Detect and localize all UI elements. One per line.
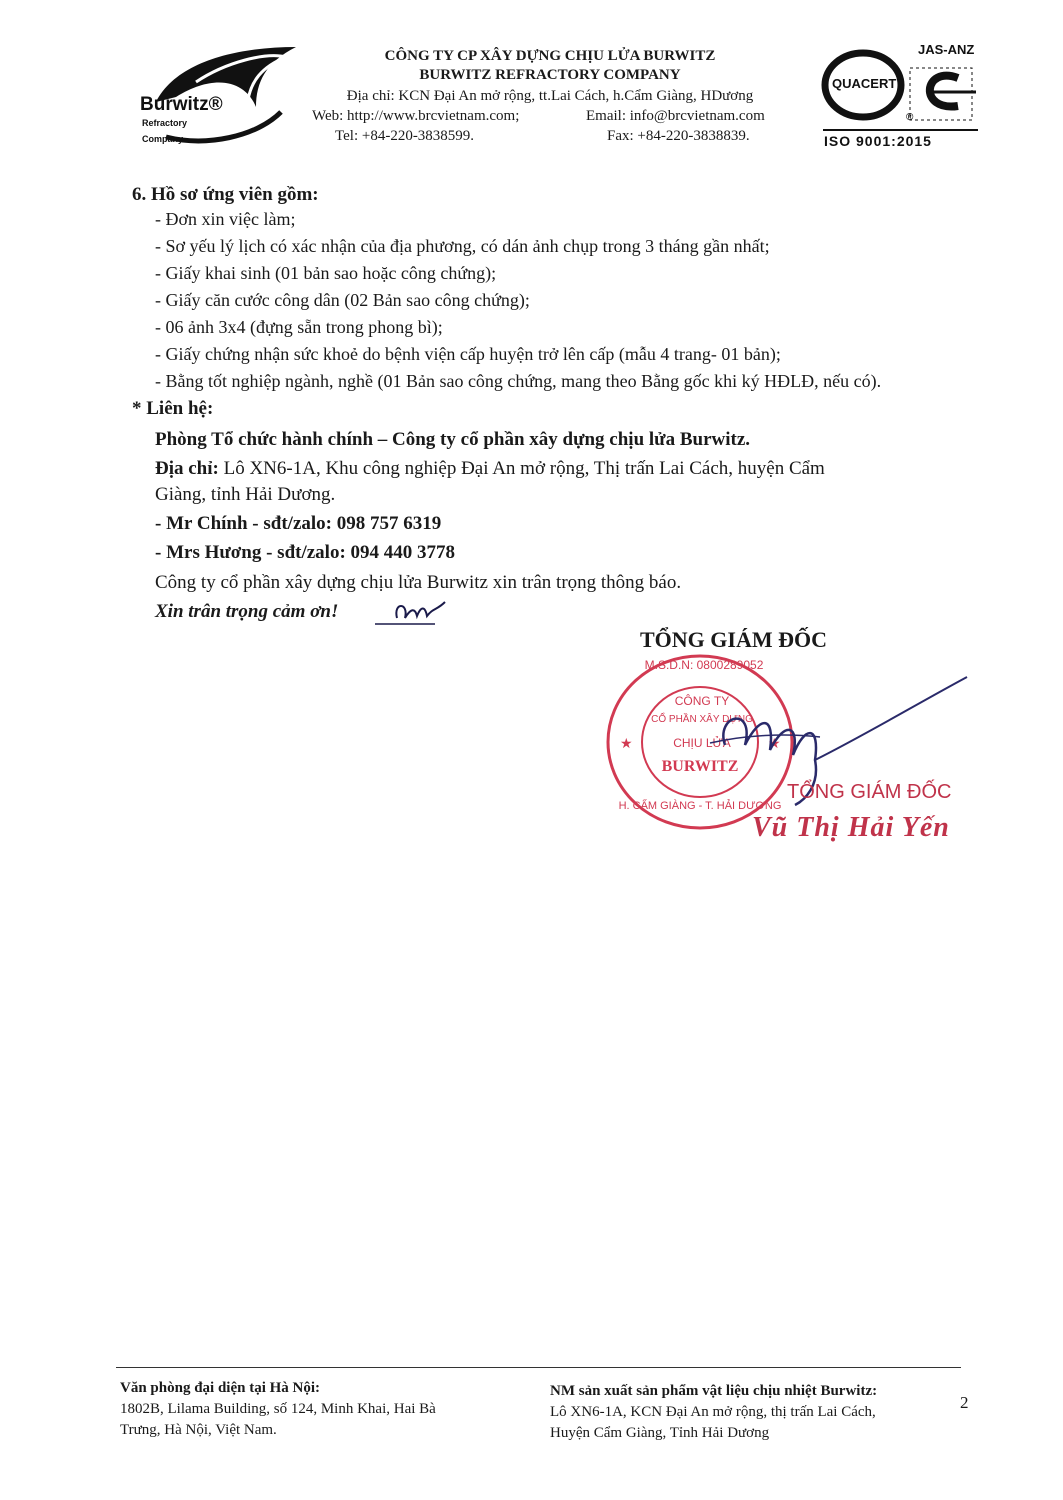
company-email: Email: info@brcvietnam.com [586, 108, 765, 124]
logo-line2: Refractory [142, 118, 188, 128]
svg-text:★: ★ [620, 736, 633, 752]
company-name-en: BURWITZ REFRACTORY COMPANY [419, 67, 681, 83]
contact-department: Phòng Tổ chức hành chính – Công ty cổ phần xây dựng chịu lửa Burwitz. [155, 429, 751, 450]
contact-address-line1 [155, 458, 825, 480]
stamp-outer-bottom: H. CẨM GIÀNG - T. HẢI DƯƠNG [618, 800, 782, 812]
thanks-text: Xin trân trọng cảm ơn! [155, 601, 339, 622]
company-address: Địa chỉ: KCN Đại An mở rộng, tt.Lai Cách, h.Cẩm Giàng, HDương [346, 88, 754, 104]
contact-heading: * Liên hệ: [132, 398, 214, 419]
closing-text: Công ty cổ phần xây dựng chịu lửa Burwitz xin trân trọng thông báo. [155, 572, 682, 593]
footer-left-title: Văn phòng đại diện tại Hà Nội: [120, 1380, 321, 1396]
address-text: Lô XN6-1A, Khu công nghiệp Đại An mở rộng, Thị trấn Lai Cách, huyện Cẩm [218, 458, 825, 479]
footer-left-line2: Trưng, Hà Nội, Việt Nam. [120, 1422, 277, 1438]
logo-brand: Burwitz® [140, 94, 223, 115]
stamp-outer-top: M.S.D.N: 0800289052 [644, 658, 764, 672]
contact-address-line2: Giàng, tỉnh Hải Dương. [155, 484, 336, 505]
footer-divider [116, 1367, 961, 1368]
stamp-position-title: TỔNG GIÁM ĐỐC [787, 781, 952, 803]
contact-person-2: - Mrs Hương - sđt/zalo: 094 440 3778 [155, 542, 456, 563]
company-web: Web: http://www.brcvietnam.com; [312, 108, 520, 124]
certification-logo [818, 40, 983, 152]
stamp-line1: CÔNG TY [674, 694, 730, 708]
iso-label: ISO 9001:2015 [824, 133, 932, 149]
address-label: Địa chỉ: [155, 458, 219, 479]
stamp-line3: CHỊU LỬA [673, 736, 731, 750]
section-heading: 6. Hồ sơ ứng viên gồm: [132, 184, 319, 205]
list-item: - Giấy chứng nhận sức khoẻ do bệnh viện cấp huyện trở lên cấp (mẫu 4 trang- 01 bản); [155, 344, 781, 364]
signature-title: TỔNG GIÁM ĐỐC [640, 627, 827, 652]
quacert-label: QUACERT [832, 76, 897, 91]
list-item: - Đơn xin việc làm; [155, 209, 296, 229]
logo-line3: Company [142, 134, 184, 144]
footer-right-title: NM sản xuất sản phẩm vật liệu chịu nhiệt Burwitz: [550, 1383, 878, 1399]
footer-right-line2: Huyện Cẩm Giàng, Tỉnh Hải Dương [550, 1425, 770, 1441]
company-logo [136, 42, 301, 152]
list-item: - Giấy khai sinh (01 bản sao hoặc công chứng); [155, 263, 497, 283]
footer-right [550, 1381, 955, 1444]
page-number: 2 [960, 1393, 969, 1412]
jas-anz-label: JAS-ANZ [918, 42, 975, 57]
registered-mark: ® [906, 112, 914, 123]
list-item: - Sơ yếu lý lịch có xác nhận của địa phương, có dán ảnh chụp trong 3 tháng gần nhất; [155, 236, 770, 256]
list-item: - Giấy căn cước công dân (02 Bản sao công chứng); [155, 290, 530, 310]
list-item: - 06 ảnh 3x4 (đựng sẵn trong phong bì); [155, 317, 443, 337]
stamp-line4: BURWITZ [661, 758, 739, 775]
company-name-vn: CÔNG TY CP XÂY DỰNG CHỊU LỬA BURWITZ [384, 48, 716, 64]
stamp-line2: CỔ PHẦN XÂY DỰNG [651, 714, 753, 725]
contact-person-1: - Mr Chính - sđt/zalo: 098 757 6319 [155, 513, 442, 534]
company-fax: Fax: +84-220-3838839. [607, 128, 750, 144]
signer-name: Vũ Thị Hải Yến [752, 812, 950, 843]
footer-right-line1: Lô XN6-1A, KCN Đại An mở rộng, thị trấn Lai Cách, [550, 1404, 876, 1420]
footer-left-line1: 1802B, Lilama Building, số 124, Minh Khai, Hai Bà [120, 1401, 436, 1417]
svg-text:★: ★ [768, 736, 781, 752]
initial-signature [375, 598, 455, 628]
company-tel: Tel: +84-220-3838599. [335, 128, 475, 144]
footer-left [120, 1378, 540, 1441]
list-item: - Bằng tốt nghiệp ngành, nghề (01 Bản sao công chứng, mang theo Bằng gốc khi ký HĐLĐ, nếu có). [155, 371, 882, 391]
